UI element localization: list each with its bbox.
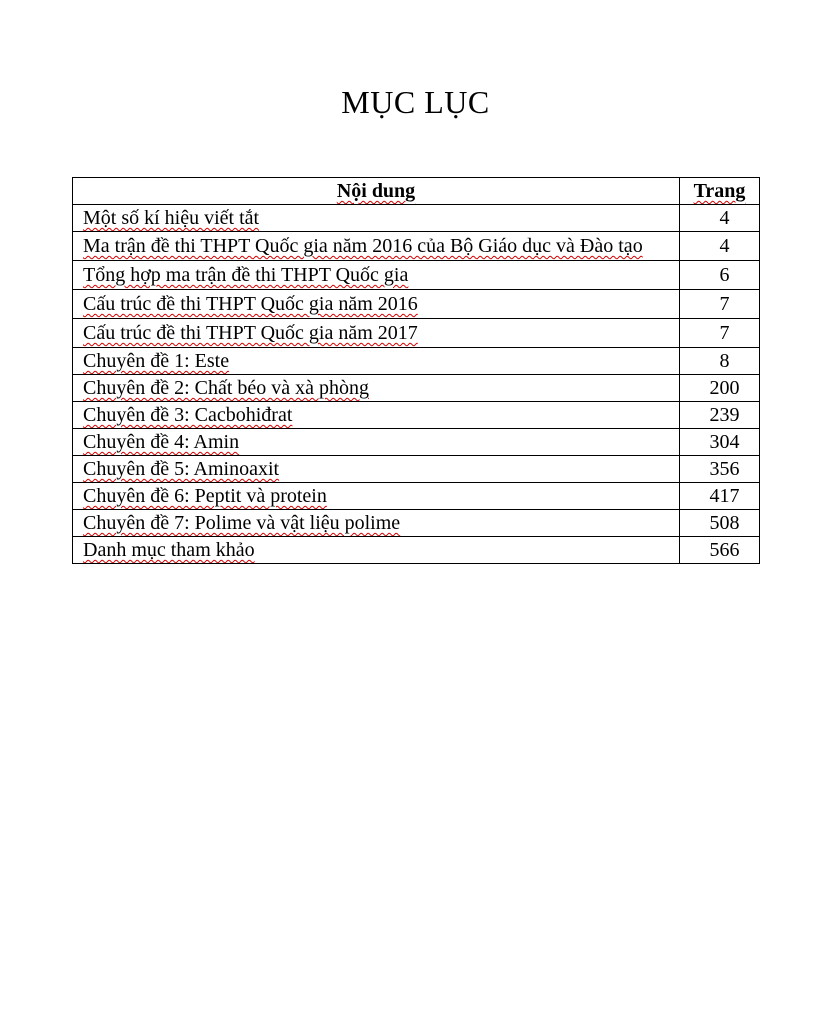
toc-entry-title: Chuyên đề 5: Aminoaxit — [73, 456, 680, 483]
toc-entry-page: 8 — [680, 348, 760, 375]
toc-row — [73, 232, 760, 261]
toc-entry-title: Chuyên đề 3: Cacbohiđrat — [73, 402, 680, 429]
toc-row — [73, 456, 760, 483]
toc-row — [73, 290, 760, 319]
toc-row — [73, 537, 760, 564]
toc-row — [73, 375, 760, 402]
toc-entry-title: Một số kí hiệu viết tắt — [73, 205, 680, 232]
toc-entry-title: Ma trận đề thi THPT Quốc gia năm 2016 của Bộ Giáo dục và Đào tạo — [73, 232, 680, 261]
toc-entry-title: Cấu trúc đề thi THPT Quốc gia năm 2017 — [73, 319, 680, 348]
toc-table — [72, 177, 760, 564]
toc-entry-page: 508 — [680, 510, 760, 537]
toc-entry-page: 4 — [680, 205, 760, 232]
toc-entry-title: Chuyên đề 7: Polime và vật liệu polime — [73, 510, 680, 537]
toc-entry-title: Cấu trúc đề thi THPT Quốc gia năm 2016 — [73, 290, 680, 319]
toc-entry-page: 566 — [680, 537, 760, 564]
page-title: MỤC LỤC — [341, 84, 490, 120]
toc-entry-title: Chuyên đề 6: Peptit và protein — [73, 483, 680, 510]
toc-row — [73, 483, 760, 510]
toc-entry-title: Chuyên đề 4: Amin — [73, 429, 680, 456]
toc-entry-page: 7 — [680, 319, 760, 348]
toc-entry-page: 7 — [680, 290, 760, 319]
toc-entry-title: Danh mục tham khảo — [73, 537, 680, 564]
toc-entry-page: 4 — [680, 232, 760, 261]
toc-entry-page: 200 — [680, 375, 760, 402]
header-content: Nội dung — [73, 178, 680, 205]
toc-row — [73, 402, 760, 429]
toc-row — [73, 261, 760, 290]
toc-entry-page: 6 — [680, 261, 760, 290]
toc-header-row — [73, 178, 760, 205]
toc-row — [73, 348, 760, 375]
toc-entry-title: Chuyên đề 1: Este — [73, 348, 680, 375]
toc-entry-title: Tổng hợp ma trận đề thi THPT Quốc gia — [73, 261, 680, 290]
toc-entry-title: Chuyên đề 2: Chất béo và xà phòng — [73, 375, 680, 402]
toc-row — [73, 319, 760, 348]
toc-entry-page: 239 — [680, 402, 760, 429]
toc-row — [73, 510, 760, 537]
header-page: Trang — [680, 178, 760, 205]
toc-entry-page: 304 — [680, 429, 760, 456]
toc-entry-page: 417 — [680, 483, 760, 510]
toc-row — [73, 429, 760, 456]
toc-entry-page: 356 — [680, 456, 760, 483]
toc-row — [73, 205, 760, 232]
